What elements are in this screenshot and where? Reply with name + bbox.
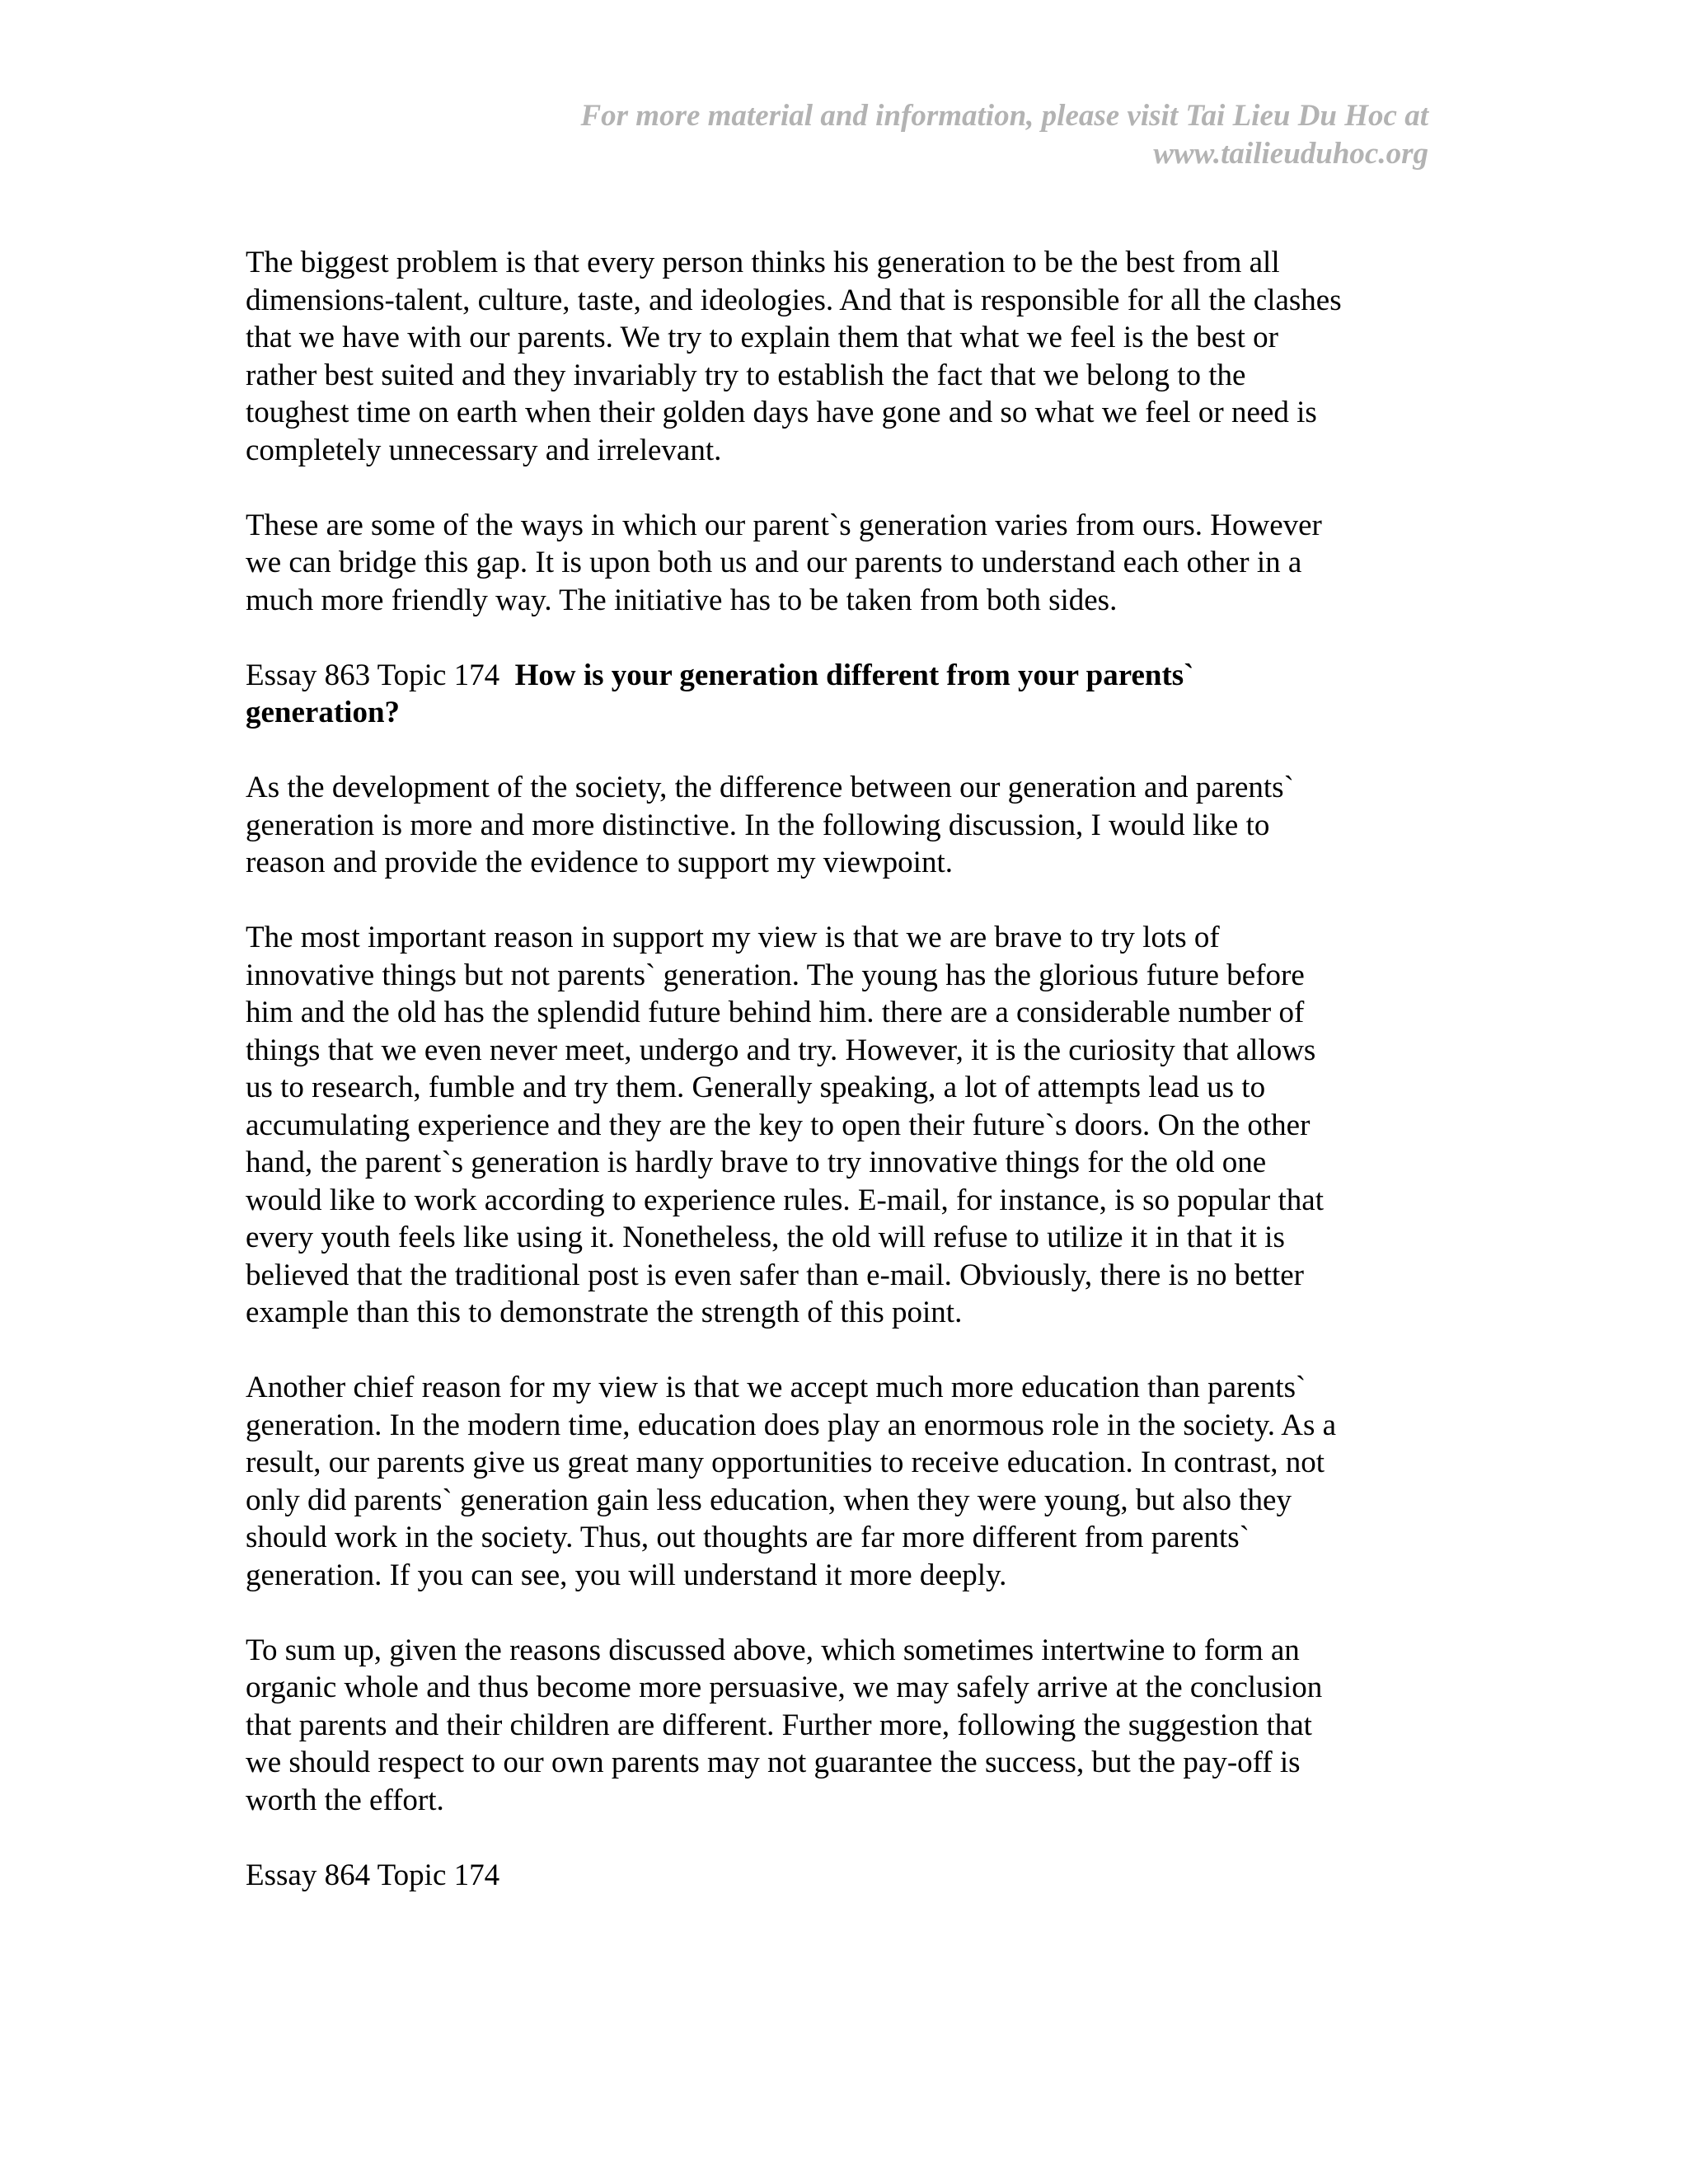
text-line: example than this to demonstrate the strength of this point. [246, 1296, 963, 1329]
text-line: generation. If you can see, you will understand it more deeply. [246, 1558, 1007, 1592]
text-line: result, our parents give us great many opportunities to receive education. In contrast, not [246, 1446, 1325, 1479]
essay-864-heading [246, 1857, 1437, 1895]
text-line: generation. In the modern time, education does play an enormous role in the society. As a [246, 1408, 1337, 1442]
essay-863-heading [246, 657, 1437, 732]
text-line: As the development of the society, the difference between our generation and parents` [246, 771, 1294, 804]
text-line: innovative things but not parents` generation. The young has the glorious future before [246, 958, 1305, 992]
text-line: dimensions-talent, culture, taste, and ideologies. And that is responsible for all the clashes [246, 283, 1342, 317]
text-line: that we have with our parents. We try to explain them that what we feel is the best or [246, 321, 1278, 354]
text-line: much more friendly way. The initiative has to be taken from both sides. [246, 583, 1118, 617]
text-line: things that we even never meet, undergo and try. However, it is the curiosity that allows [246, 1033, 1316, 1067]
text-line: The biggest problem is that every person thinks his generation to be the best from all [246, 246, 1280, 279]
document-body [246, 244, 1437, 1932]
header-website: www.tailieuduhoc.org [1153, 137, 1428, 171]
text-line: worth the effort. [246, 1783, 444, 1817]
text-line: only did parents` generation gain less education, when they were young, but also they [246, 1483, 1292, 1517]
essay-number: Essay 863 Topic 174 [246, 658, 500, 692]
paragraph-bridge-gap [246, 507, 1437, 620]
text-line: completely unnecessary and irrelevant. [246, 433, 722, 467]
text-line: organic whole and thus become more persuasive, we may safely arrive at the conclusion [246, 1671, 1323, 1704]
essay-title: How is your generation different from your parents` [514, 658, 1194, 692]
text-line: should work in the society. Thus, out thoughts are far more different from parents` [246, 1521, 1250, 1554]
text-line: we should respect to our own parents may not guarantee the success, but the pay-off is [246, 1746, 1301, 1779]
text-line: us to research, fumble and try them. Generally speaking, a lot of attempts lead us to [246, 1071, 1266, 1104]
header-line-1: For more material and information, please visit Tai Lieu Du Hoc at [580, 99, 1428, 133]
essay-conclusion [246, 1632, 1437, 1820]
essay-number: Essay 864 Topic 174 [246, 1858, 500, 1892]
text-line: To sum up, given the reasons discussed above, which sometimes intertwine to form an [246, 1633, 1300, 1667]
text-line: rather best suited and they invariably try to establish the fact that we belong to the [246, 358, 1246, 392]
text-line: generation is more and more distinctive. In the following discussion, I would like to [246, 808, 1270, 842]
text-line: him and the old has the splendid future behind him. there are a considerable number of [246, 996, 1305, 1029]
text-line: accumulating experience and they are the key to open their future`s doors. On the other [246, 1108, 1311, 1142]
text-line: hand, the parent`s generation is hardly brave to try innovative things for the old one [246, 1146, 1267, 1179]
essay-reason-one [246, 919, 1437, 1332]
text-line: believed that the traditional post is even safer than e-mail. Obviously, there is no better [246, 1258, 1304, 1292]
essay-heading-line [246, 657, 1437, 695]
essay-introduction [246, 769, 1437, 882]
text-line: reason and provide the evidence to support my viewpoint. [246, 846, 953, 879]
text-line: every youth feels like using it. Nonetheless, the old will refuse to utilize it in that it is [246, 1221, 1285, 1254]
essay-reason-two [246, 1369, 1437, 1594]
text-line: toughest time on earth when their golden days have gone and so what we feel or need is [246, 396, 1317, 429]
essay-title-continued: generation? [246, 696, 401, 729]
paragraph-generation-problem [246, 244, 1437, 469]
text-line: The most important reason in support my view is that we are brave to try lots of [246, 921, 1220, 954]
text-line: Another chief reason for my view is that we accept much more education than parents` [246, 1371, 1306, 1404]
page-header [439, 97, 1428, 173]
text-line: These are some of the ways in which our parent`s generation varies from ours. However [246, 508, 1322, 542]
text-line: that parents and their children are different. Further more, following the suggestion that [246, 1708, 1312, 1742]
text-line: would like to work according to experience rules. E-mail, for instance, is so popular that [246, 1183, 1324, 1217]
text-line: we can bridge this gap. It is upon both us and our parents to understand each other in a [246, 546, 1302, 579]
